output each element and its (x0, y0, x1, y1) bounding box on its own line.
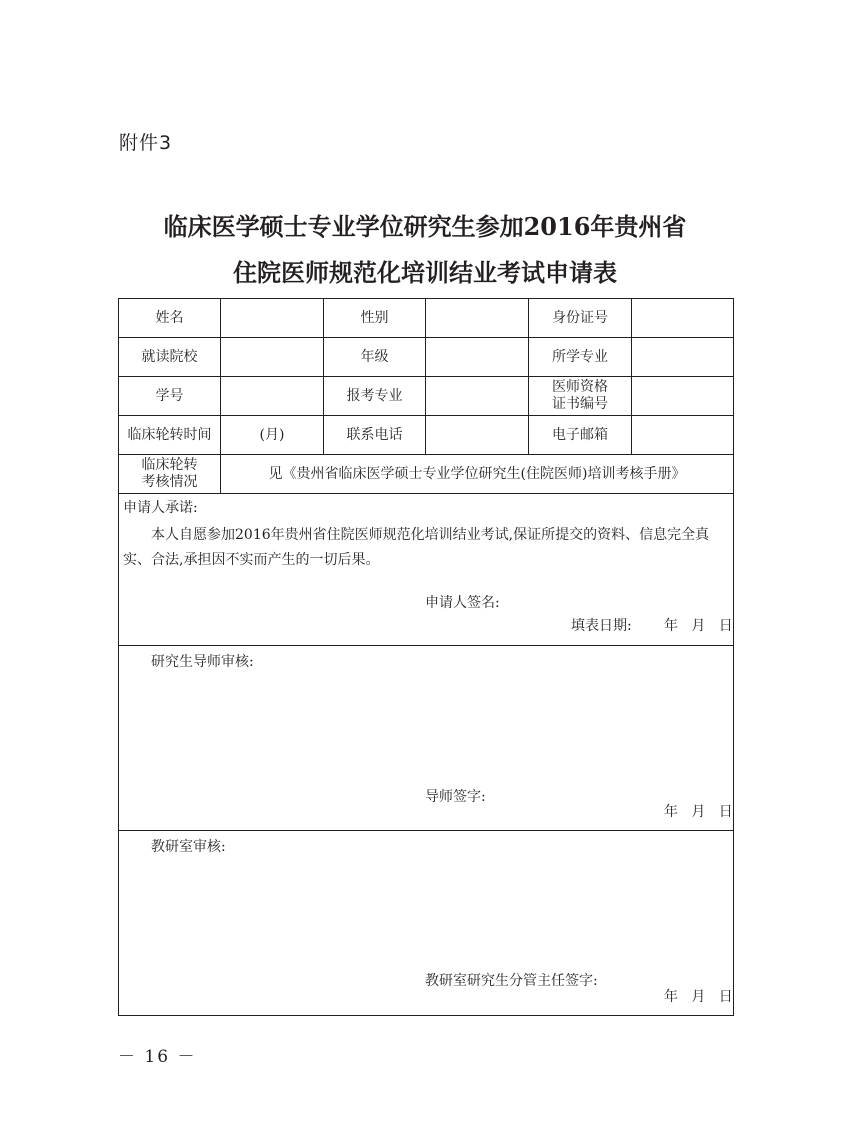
fill-date-label: 填表日期: (571, 618, 632, 634)
major-field[interactable] (632, 338, 734, 377)
license-number-label: 医师资格 证书编号 (529, 377, 632, 416)
grade-field[interactable] (426, 338, 529, 377)
form-row (119, 416, 734, 455)
department-signature-label: 教研室研究生分管主任签字: (425, 973, 598, 989)
student-id-label: 学号 (119, 377, 221, 416)
id-number-field[interactable] (632, 299, 734, 338)
applicant-signature-label: 申请人签名: (425, 595, 500, 611)
school-field[interactable] (221, 338, 324, 377)
major-label: 所学专业 (529, 338, 632, 377)
form-title-line-2: 住院医师规范化培训结业考试申请表 (233, 258, 617, 287)
form-row (119, 377, 734, 416)
department-review-heading: 教研室审核: (151, 839, 226, 855)
school-label: 就读院校 (119, 338, 221, 377)
license-number-field[interactable] (632, 377, 734, 416)
id-number-label: 身份证号 (529, 299, 632, 338)
rotation-time-label: 临床轮转时间 (119, 416, 221, 455)
supervisor-signature-label: 导师签字: (425, 789, 486, 805)
pledge-section (119, 494, 734, 646)
pledge-heading: 申请人承诺: (123, 500, 198, 516)
form-row (119, 338, 734, 377)
name-label: 姓名 (119, 299, 221, 338)
supervisor-section (119, 646, 734, 831)
pledge-text: 本人自愿参加2016年贵州省住院医师规范化培训结业考试,保证所提交的资料、信息完全真实、合法,承担因不实而产生的一切后果。 (123, 527, 710, 568)
assessment-value: 见《贵州省临床医学硕士专业学位研究生(住院医师)培训考核手册》 (221, 455, 734, 494)
student-id-field[interactable] (221, 377, 324, 416)
form-title-line-1: 临床医学硕士专业学位研究生参加2016年贵州省 (163, 212, 687, 241)
exam-major-label: 报考专业 (324, 377, 426, 416)
gender-label: 性别 (324, 299, 426, 338)
assessment-row (119, 455, 734, 494)
department-section (119, 831, 734, 1016)
email-label: 电子邮箱 (529, 416, 632, 455)
department-date-units: 年 月 日 (664, 989, 733, 1005)
phone-label: 联系电话 (324, 416, 426, 455)
exam-major-field[interactable] (426, 377, 529, 416)
form-row (119, 299, 734, 338)
grade-label: 年级 (324, 338, 426, 377)
attachment-label: 附件3 (119, 132, 173, 154)
assessment-label: 临床轮转 考核情况 (119, 455, 221, 494)
supervisor-date-units: 年 月 日 (664, 804, 733, 820)
page-number: － 16 － (118, 1047, 197, 1067)
phone-field[interactable] (426, 416, 529, 455)
supervisor-review-heading: 研究生导师审核: (151, 654, 254, 670)
rotation-time-field[interactable]: (月) (221, 416, 324, 455)
email-field[interactable] (632, 416, 734, 455)
fill-date-units: 年 月 日 (664, 618, 733, 634)
application-form-table (118, 298, 734, 1016)
name-field[interactable] (221, 299, 324, 338)
gender-field[interactable] (426, 299, 529, 338)
